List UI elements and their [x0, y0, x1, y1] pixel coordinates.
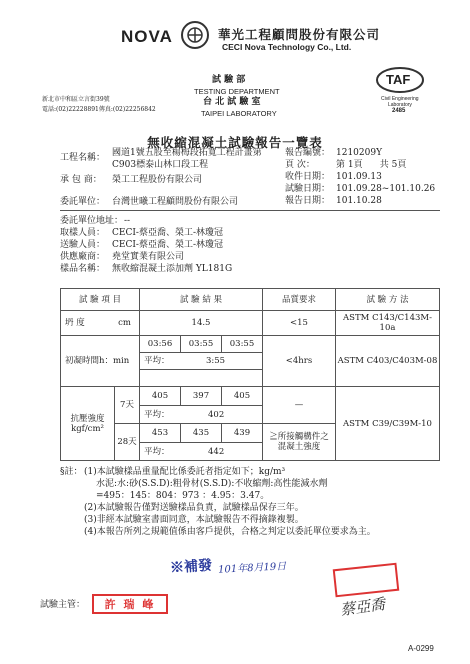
set-time-1: 03:56 — [139, 335, 181, 353]
strength-28d-3: 439 — [221, 423, 263, 443]
header-test-result: 試 驗 結 果 — [139, 288, 263, 311]
company-name-cn: 華光工程顧問股份有限公司 — [218, 27, 381, 42]
sample-name-label: 樣品名稱： — [60, 264, 106, 274]
notes-label: §註： — [60, 467, 83, 477]
lab-name-en: TAIPEI LABORATORY — [201, 109, 277, 118]
set-time-3: 03:55 — [221, 335, 263, 353]
note-1: (1)本試驗樣品重量配比係委託者指定如下；kg/m³ — [84, 467, 286, 477]
contractor-value: 榮工工程股份有限公司 — [112, 175, 203, 185]
flow-label: 坍 度 — [65, 318, 85, 328]
approval-seal-icon — [333, 563, 400, 598]
submitter-label: 送驗人員： — [60, 240, 106, 250]
strength-28d-1: 453 — [139, 423, 181, 443]
strength-7d-avg-label: 平均： — [144, 409, 170, 420]
flow-requirement: <15 — [262, 310, 336, 336]
strength-28d-req-line1: ≧所接觸構件之 — [269, 432, 329, 442]
test-date: 101.09.28~101.10.26 — [336, 184, 436, 194]
company-address: 新北市中和區立言街39號 — [42, 96, 110, 103]
set-time-avg-label: 平均： — [144, 356, 170, 366]
set-time-avg-cell — [139, 352, 263, 370]
strength-7d-avg: 402 — [208, 409, 225, 420]
strength-7d-avg-cell — [139, 405, 263, 424]
contractor-label: 承 包 商： — [60, 175, 102, 185]
dept-name-cn: 試 驗 部 — [212, 75, 246, 85]
strength-7d-2: 397 — [180, 386, 222, 406]
taf-logo-icon — [375, 66, 425, 94]
strength-label-cell — [60, 386, 115, 461]
project-line2: C903標泰山林口段工程 — [112, 160, 209, 170]
dept-name-en: TESTING DEPARTMENT — [194, 87, 280, 96]
report-number-label: 報告編號： — [285, 148, 331, 158]
handwritten-signature: 蔡亞喬 — [339, 594, 387, 620]
note-4: (4)本報告所列之規範值係由客戶提供，合格之判定以委託單位要求為主。 — [84, 527, 376, 537]
strength-label: 抗壓強度 — [70, 413, 105, 424]
strength-unit: kgf/cm² — [71, 423, 104, 434]
supplement-stamp: ※補發 — [169, 557, 213, 577]
flow-method: ASTM C143/C143M-10a — [335, 310, 440, 336]
sample-name-value: 無收縮混凝土添加劑 YL181G — [112, 264, 233, 274]
client-value: 台灣世曦工程顧問股份有限公司 — [112, 197, 239, 207]
supplement-date: 101年8月19日 — [217, 561, 287, 576]
page-count: 第 1頁 共 5頁 — [336, 160, 407, 170]
strength-method: ASTM C39/C39M-10 — [335, 386, 440, 461]
set-time-requirement: <4hrs — [262, 335, 336, 387]
strength-7d-3: 405 — [221, 386, 263, 406]
ceci-emblem-icon — [181, 21, 209, 49]
report-date-label: 報告日期： — [285, 196, 331, 206]
report-date: 101.10.28 — [336, 196, 382, 206]
client-address: -- — [124, 216, 131, 226]
form-number: A-0299 — [408, 644, 434, 653]
flow-label-cell — [60, 310, 140, 336]
set-time-avg: 3:55 — [206, 356, 226, 366]
note-1-mix: 水泥:水:砂(S.S.D):粗骨材(S.S.D):不收縮劑:高性能減水劑 — [96, 479, 328, 489]
strength-28d-avg: 442 — [208, 446, 225, 457]
strength-7d-1: 405 — [139, 386, 181, 406]
set-time-label: 初凝時間h：min — [60, 335, 140, 387]
set-time-blank — [139, 369, 263, 387]
submitter-value: CECI-蔡亞喬、榮工-林瓊冠 — [112, 240, 223, 250]
nova-logo: NOVA — [121, 27, 173, 46]
age-7-days: 7天 — [114, 386, 140, 424]
report-number: 1210209Y — [336, 148, 383, 158]
company-name-en: CECI Nova Technology Co., Ltd. — [222, 42, 352, 52]
note-3: (3)非經本試驗室書面同意，本試驗報告不得摘錄複製。 — [84, 515, 304, 525]
strength-28d-avg-label: 平均： — [144, 446, 170, 457]
strength-28d-avg-cell — [139, 442, 263, 461]
header-test-method: 試 驗 方 法 — [335, 288, 440, 311]
header-quality-req: 品質要求 — [262, 288, 336, 311]
note-2: (2)本試驗報告僅對送驗樣品負責，試驗樣品保存三年。 — [84, 503, 304, 513]
note-1-ratio: =495：145：804：973 ：4.95：3.47。 — [96, 491, 270, 501]
test-date-label: 試驗日期： — [285, 184, 331, 194]
manager-seal: 許 瑞 峰 — [92, 594, 168, 614]
taf-line1: Civil Engineering — [381, 96, 419, 102]
divider — [60, 210, 440, 211]
project-line1: 國道1號五股至楊梅段拓寬工程計畫第 — [112, 148, 262, 158]
strength-28d-req-line2: 混凝土強度 — [277, 442, 321, 452]
set-time-2: 03:55 — [180, 335, 222, 353]
project-label: 工程名稱： — [60, 153, 106, 163]
set-time-method: ASTM C403/C403M-08 — [335, 335, 440, 387]
client-label: 委託單位： — [60, 197, 106, 207]
taf-logo-text: TAF — [386, 72, 411, 87]
sampler-label: 取樣人員： — [60, 228, 106, 238]
received-date: 101.09.13 — [336, 172, 382, 182]
strength-28d-2: 435 — [180, 423, 222, 443]
strength-28d-requirement — [262, 423, 336, 461]
taf-number: 2485 — [392, 108, 406, 114]
client-address-label: 委託單位地址： — [60, 216, 124, 226]
received-date-label: 收件日期： — [285, 172, 331, 182]
sampler-value: CECI-蔡亞喬、榮工-林瓊冠 — [112, 228, 223, 238]
company-phone: 電話:(02)22228891傳真:(02)22256842 — [42, 106, 156, 113]
taf-line2: Laboratory — [388, 102, 412, 108]
age-28-days: 28天 — [114, 423, 140, 461]
strength-7d-requirement: — — [262, 386, 336, 424]
report-title: 無收縮混凝土試驗報告一覽表 — [147, 135, 323, 150]
supplier-value: 堯堂實業有限公司 — [112, 252, 185, 262]
flow-unit: cm — [118, 318, 131, 328]
supplier-label: 供應廠商： — [60, 252, 106, 262]
page-label: 頁 次： — [285, 160, 315, 170]
lab-name-cn: 台 北 試 驗 室 — [203, 97, 261, 107]
flow-value: 14.5 — [139, 310, 263, 336]
manager-label: 試驗主管： — [40, 600, 86, 610]
header-test-item: 試 驗 項 目 — [60, 288, 140, 311]
